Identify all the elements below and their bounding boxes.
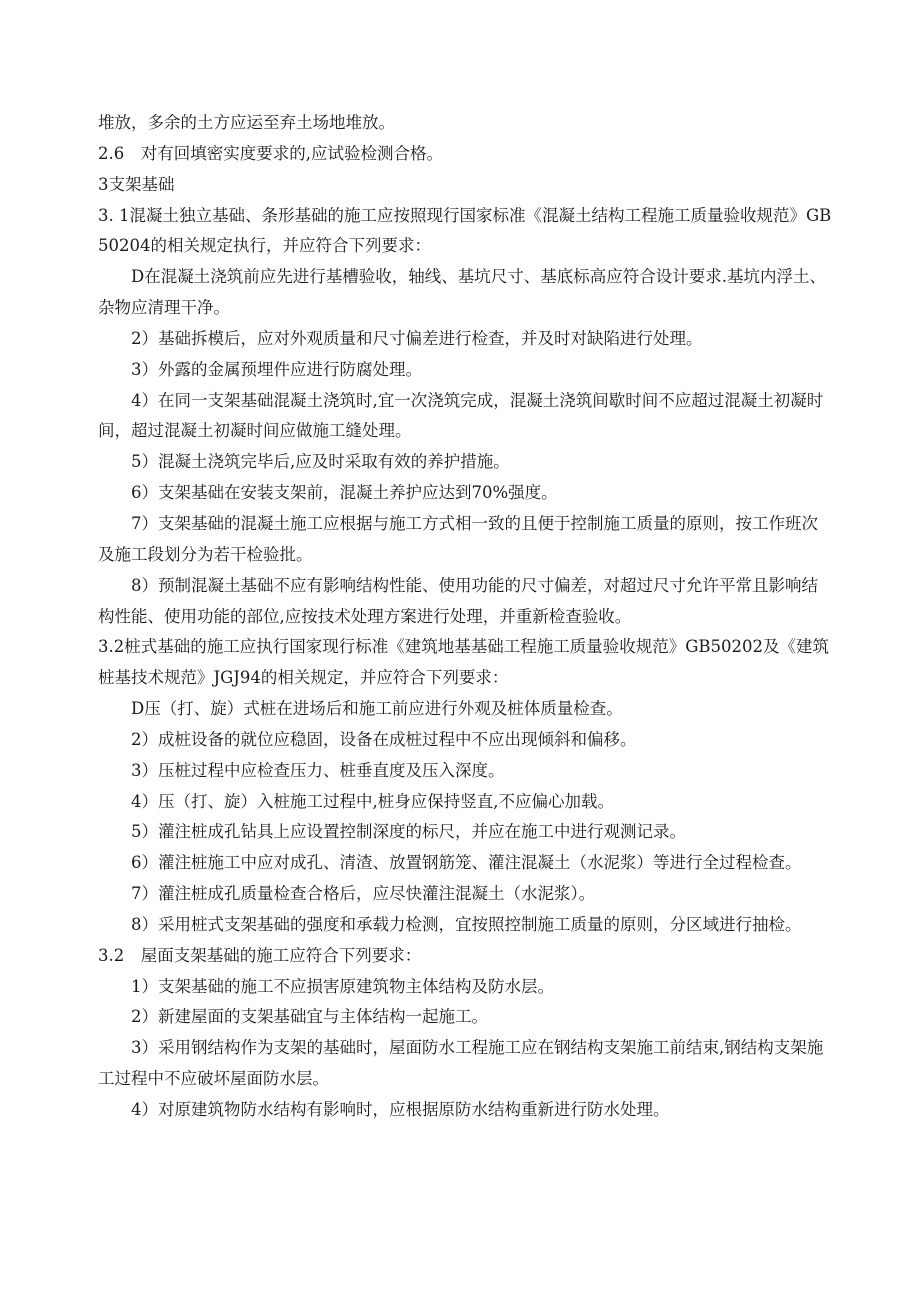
- list-item-3-1-7: 7）支架基础的混凝土施工应根据与施工方式相一致的且便于控制施工质量的原则，按工作班次及施工段划分为若干检验批。: [98, 513, 818, 564]
- list-item-3-2-1: D压（打、旋）式桩在进场后和施工前应进行外观及桩体质量检查。: [131, 699, 623, 719]
- list-item-3-1-4: 4）在同一支架基础混凝土浇筑时,宜一次浇筑完成，混凝土浇筑间歇时间不应超过混凝土初凝时间，超过混凝土初凝时间应做施工缝处理。: [98, 390, 824, 441]
- list-item-3-2-5: 5）灌注桩成孔钻具上应设置控制深度的标尺，并应在施工中进行观测记录。: [131, 822, 686, 842]
- list-item-3-2-2: 2）成桩设备的就位应稳固，设备在成桩过程中不应出现倾斜和偏移。: [131, 729, 637, 749]
- list-item-3-1-5: 5）混凝土浇筑完毕后,应及时采取有效的养护措施。: [131, 452, 510, 472]
- paragraph-3-1: 3. 1混凝土独立基础、条形基础的施工应按照现行国家标准《混凝土结构工程施工质量验收规范》GB50204的相关规定执行，并应符合下列要求：: [98, 205, 832, 256]
- paragraph-3-2-roof: 3.2 屋面支架基础的施工应符合下列要求：: [98, 945, 422, 965]
- list-item-3-1-3: 3）外露的金属预埋件应进行防腐处理。: [131, 359, 422, 379]
- list-item-3-1-6: 6）支架基础在安装支架前，混凝土养护应达到70%强度。: [131, 483, 558, 503]
- list-item-3-1-8: 8）预制混凝土基础不应有影响结构性能、使用功能的尺寸偏差，对超过尺寸允许平常且影响结构性能、使用功能的部位,应按技术处理方案进行处理，并重新检查验收。: [98, 575, 818, 626]
- list-item-3-2-4: 4）压（打、旋）入桩施工过程中,桩身应保持竖直,不应偏心加载。: [131, 791, 614, 811]
- paragraph-soil-stacking: 堆放，多余的土方应运至弃土场地堆放。: [98, 113, 395, 132]
- paragraph-2-6: 2.6 对有回填密实度要求的,应试验检测合格。: [98, 143, 443, 163]
- list-item-3-2-7: 7）灌注桩成孔质量检查合格后，应尽快灌注混凝土（水泥浆）。: [131, 884, 596, 904]
- list-item-3-2-8: 8）采用桩式支架基础的强度和承载力检测，宜按照控制施工质量的原则，分区域进行抽检。: [131, 914, 802, 934]
- list-item-3-1-1: D在混凝土浇筑前应先进行基槽验收，轴线、基坑尺寸、基底标高应符合设计要求.基坑内浮土、杂物应清理干净。: [98, 267, 826, 318]
- list-item-roof-4: 4）对原建筑物防水结构有影响时，应根据原防水结构重新进行防水处理。: [131, 1100, 670, 1119]
- section-heading-3: 3支架基础: [98, 174, 175, 194]
- document-body: [98, 108, 833, 1126]
- list-item-3-2-3: 3）压桩过程中应检查压力、桩垂直度及压入深度。: [131, 760, 505, 780]
- list-item-3-1-2: 2）基础拆模后，应对外观质量和尺寸偏差进行检查，并及时对缺陷进行处理。: [131, 328, 703, 348]
- paragraph-3-2-pile: 3.2桩式基础的施工应执行国家现行标准《建筑地基基础工程施工质量验收规范》GB50202及《建筑桩基技术规范》JGJ94的相关规定，并应符合下列要求：: [98, 637, 830, 688]
- list-item-roof-1: 1）支架基础的施工不应损害原建筑物主体结构及防水层。: [131, 976, 554, 996]
- list-item-3-2-6: 6）灌注桩施工中应对成孔、清渣、放置钢筋笼、灌注混凝土（水泥浆）等进行全过程检查。: [131, 853, 802, 873]
- list-item-roof-3: 3）采用钢结构作为支架的基础时，屋面防水工程施工应在钢结构支架施工前结束,钢结构支架施工过程中不应破坏屋面防水层。: [98, 1038, 824, 1089]
- list-item-roof-2: 2）新建屋面的支架基础宜与主体结构一起施工。: [131, 1007, 488, 1027]
